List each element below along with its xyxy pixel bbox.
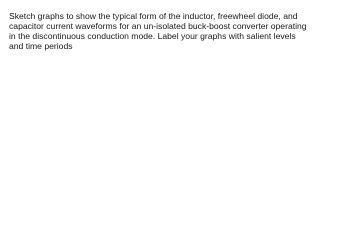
question-line: Sketch graphs to show the typical form of the inductor, freewheel diode, and [9,11,298,21]
question-text [9,11,345,51]
question-line: in the discontinuous conduction mode. Label your graphs with salient levels [9,31,296,41]
question-line: capacitor current waveforms for an un-isolated buck-boost converter operating [9,21,307,31]
question-line: and time periods [9,41,73,51]
